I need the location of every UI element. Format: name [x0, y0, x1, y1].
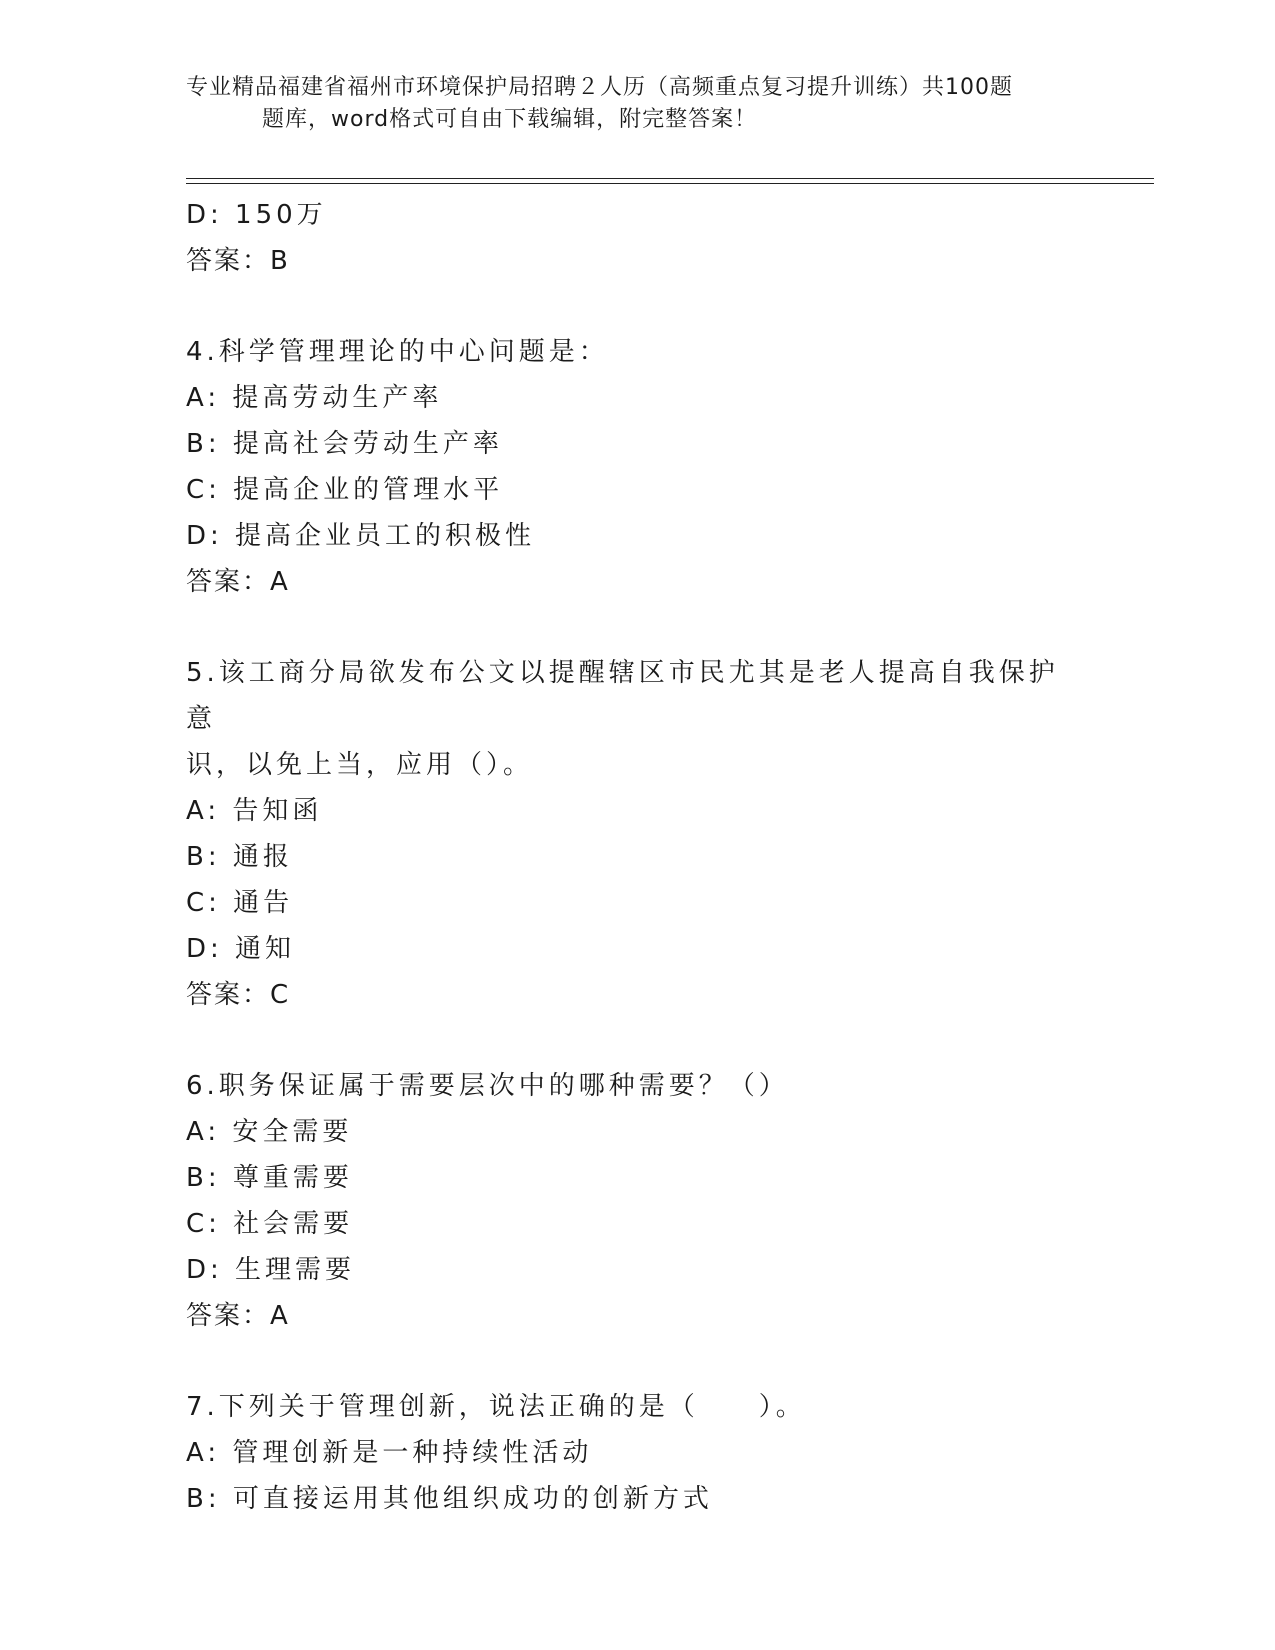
header-divider-bottom: [186, 183, 1154, 184]
q4-answer: 答案：A: [186, 567, 290, 597]
q7-question: 7.下列关于管理创新，说法正确的是（ ）。: [186, 1392, 806, 1422]
q6-option-b: B: 尊重需要: [186, 1163, 353, 1193]
header-divider-top: [186, 178, 1154, 179]
q3-answer: 答案：B: [186, 246, 290, 276]
header-title-line1: 专业精品福建省福州市环境保护局招聘２人历（高频重点复习提升训练）共100题: [186, 75, 1013, 100]
q5-option-a: A: 告知函: [186, 796, 323, 826]
q5-answer: 答案：C: [186, 980, 291, 1010]
q4-option-c: C: 提高企业的管理水平: [186, 475, 504, 505]
spacer: [186, 605, 1086, 650]
q4-option-b: B: 提高社会劳动生产率: [186, 429, 503, 459]
q5-question-line2: 识，以免上当，应用（）。: [186, 750, 534, 780]
spacer: [186, 284, 1086, 329]
q6-option-d: D: 生理需要: [186, 1255, 356, 1285]
q6-question: 6.职务保证属于需要层次中的哪种需要？（）: [186, 1071, 789, 1101]
q5-option-c: C: 通告: [186, 888, 294, 918]
q3-option-d: D: 150万: [186, 200, 327, 230]
document-header: [186, 72, 1086, 136]
q5-option-d: D: 通知: [186, 934, 296, 964]
q5-question-line1: 5.该工商分局欲发布公文以提醒辖区市民尤其是老人提高自我保护意: [186, 658, 1059, 734]
q6-option-a: A: 安全需要: [186, 1117, 353, 1147]
question-content: [186, 192, 1086, 1522]
q6-option-c: C: 社会需要: [186, 1209, 354, 1239]
q4-question: 4.科学管理理论的中心问题是：: [186, 337, 609, 367]
spacer: [186, 1339, 1086, 1384]
spacer: [186, 1018, 1086, 1063]
q4-option-d: D: 提高企业员工的积极性: [186, 521, 536, 551]
q7-option-a: A: 管理创新是一种持续性活动: [186, 1438, 593, 1468]
q5-option-b: B: 通报: [186, 842, 293, 872]
q7-option-b: B: 可直接运用其他组织成功的创新方式: [186, 1484, 713, 1514]
q6-answer: 答案：A: [186, 1301, 290, 1331]
q4-option-a: A: 提高劳动生产率: [186, 383, 443, 413]
header-title-line2: 题库，word格式可自由下载编辑，附完整答案！: [262, 107, 758, 132]
